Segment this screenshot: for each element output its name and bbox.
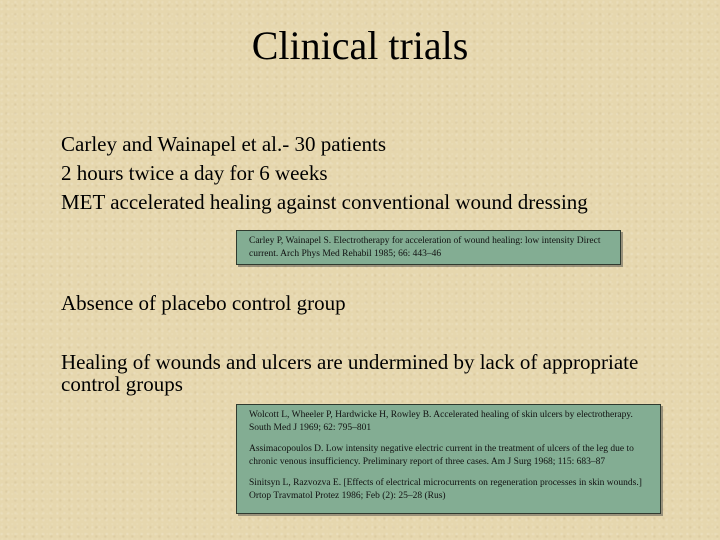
summary-line: 2 hours twice a day for 6 weeks [61,161,328,185]
summary-line: Carley and Wainapel et al.- 30 patients [61,132,387,156]
reference-box [236,230,621,265]
slide-title: Clinical trials [251,23,469,68]
reference-citation: Assimacopoulos D. Low intensity negative electric current in the treatment of ulcers of the leg due to chronic venous insufficiency. Preliminary report of three cases. Am J Surg 1968; 115: 683–87 [249,444,634,467]
summary-line: MET accelerated healing against conventional wound dressing [61,190,588,214]
reference-box [236,404,661,514]
limitation-point: Healing of wounds and ulcers are undermined by lack of appropriate control groups [61,350,639,396]
reference-citation: Wolcott L, Wheeler P, Hardwicke H, Rowley B. Accelerated healing of skin ulcers by electrotherapy. South Med J 1969; 62: 795–801 [249,410,633,433]
limitation-point: Absence of placebo control group [61,291,346,315]
trial-summary [61,130,588,217]
reference-citation: Sinitsyn L, Razvozva E. [Effects of electrical microcurrents on regeneration processes in skin wounds.] Ortop Travmatol Protez 1986; Feb (2): 25–28 (Rus) [249,478,642,501]
reference-citation: Carley P, Wainapel S. Electrotherapy for acceleration of wound healing: low intensity Direct current. Arch Phys Med Rehabil 1985; 66: 443–46 [249,236,601,259]
